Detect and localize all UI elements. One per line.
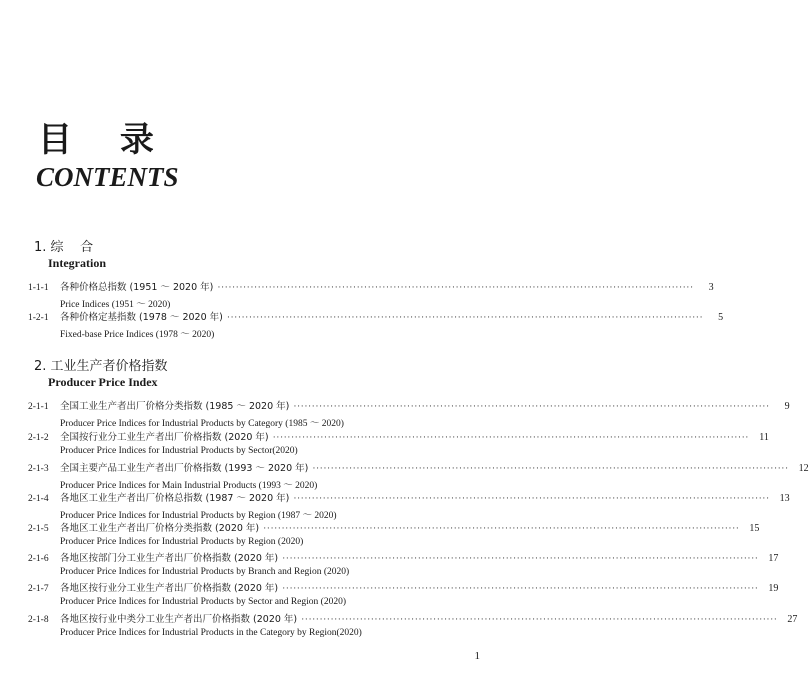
entry-page: 13 [779, 493, 790, 504]
entry-title-cn: 全国主要产品工业生产者出厂价格指数 (1993 ～ 2020 年) [60, 463, 309, 474]
toc-entry[interactable] [28, 520, 760, 547]
section-heading-en: Integration [48, 256, 106, 270]
entry-title-cn: 各种价格定基指数 (1978 ～ 2020 年) [60, 312, 223, 323]
leader-dots: ·································································································································· [282, 554, 759, 564]
leader-dots: ·································································································································· [301, 615, 778, 625]
entry-title-en: Producer Price Indices for Industrial Products in the Category by Region(2020) [60, 628, 362, 638]
entry-page: 15 [749, 523, 760, 534]
entry-code: 2-1-6 [28, 554, 49, 564]
entry-code: 2-1-4 [28, 494, 49, 504]
entry-code: 2-1-8 [28, 615, 49, 625]
entry-title-cn: 各地区工业生产者出厂价格总指数 (1987 ～ 2020 年) [60, 493, 290, 504]
toc-entry[interactable] [28, 429, 769, 456]
contents-title-en: CONTENTS [36, 162, 179, 192]
entry-title-en: Price Indices (1951 ～ 2020) [60, 300, 171, 310]
toc-entry[interactable] [28, 580, 779, 607]
entry-title-cn: 各地区按行业分工业生产者出厂价格指数 (2020 年) [60, 583, 279, 594]
contents-title-cn: 目 录 [38, 120, 172, 160]
entry-page: 19 [768, 583, 779, 594]
entry-title-en: Producer Price Indices for Industrial Products by Category (1985 ～ 2020) [60, 419, 344, 429]
leader-dots: ·································································································································· [293, 402, 770, 412]
leader-dots: ·································································································································· [226, 313, 704, 323]
section-heading-ppi [34, 355, 168, 390]
leader-dots: ·································································································································· [293, 494, 770, 504]
leader-dots: ·································································································································· [272, 433, 749, 443]
entry-code: 2-1-1 [28, 402, 49, 412]
entry-title-cn: 各地区按部门分工业生产者出厂价格指数 (2020 年) [60, 553, 279, 564]
entry-page: 27 [787, 614, 798, 625]
entry-page: 11 [759, 432, 769, 443]
entry-code: 2-1-3 [28, 464, 49, 474]
entry-page: 3 [708, 282, 714, 293]
entry-title-cn: 各地区工业生产者出厂价格分类指数 (2020 年) [60, 523, 260, 534]
toc-entry[interactable] [28, 279, 714, 310]
toc-entry[interactable] [28, 550, 779, 577]
entry-title-en: Producer Price Indices for Industrial Products by Region (1987 ～ 2020) [60, 511, 337, 521]
leader-dots: ·································································································································· [312, 464, 789, 474]
toc-entry[interactable] [28, 490, 790, 521]
entry-page: 9 [784, 401, 790, 412]
section-heading-cn: 1. 综 合 [34, 240, 94, 255]
leader-dots: ·································································································································· [217, 283, 694, 293]
entry-title-cn: 全国按行业分工业生产者出厂价格指数 (2020 年) [60, 432, 269, 443]
section-heading-en: Producer Price Index [48, 375, 158, 389]
section-heading-cn: 2. 工业生产者价格指数 [34, 359, 168, 374]
entry-code: 2-1-7 [28, 584, 49, 594]
toc-entry[interactable] [28, 460, 809, 491]
entry-code: 1-2-1 [28, 313, 49, 323]
entry-code: 2-1-2 [28, 433, 49, 443]
leader-dots: ·································································································································· [263, 524, 740, 534]
entry-title-en: Producer Price Indices for Main Industrial Products (1993 ～ 2020) [60, 481, 318, 491]
entry-page: 5 [718, 312, 724, 323]
entry-title-cn: 各地区按行业中类分工业生产者出厂价格指数 (2020 年) [60, 614, 298, 625]
entry-code: 1-1-1 [28, 283, 49, 293]
toc-entry[interactable] [28, 611, 798, 638]
entry-title-cn: 全国工业生产者出厂价格分类指数 (1985 ～ 2020 年) [60, 401, 290, 412]
page-number: 1 [474, 650, 480, 662]
section-heading-integration [34, 236, 106, 271]
entry-title-en: Producer Price Indices for Industrial Products by Region (2020) [60, 537, 304, 547]
entry-title-en: Producer Price Indices for Industrial Products by Sector(2020) [60, 446, 298, 456]
entry-title-cn: 各种价格总指数 (1951 ～ 2020 年) [60, 282, 214, 293]
toc-entry[interactable] [28, 398, 790, 429]
entry-title-en: Fixed-base Price Indices (1978 ～ 2020) [60, 330, 215, 340]
toc-entry[interactable] [28, 309, 724, 340]
entry-title-en: Producer Price Indices for Industrial Products by Branch and Region (2020) [60, 567, 350, 577]
entry-page: 17 [768, 553, 779, 564]
entry-title-en: Producer Price Indices for Industrial Products by Sector and Region (2020) [60, 597, 346, 607]
entry-page: 12 [798, 463, 809, 474]
leader-dots: ·································································································································· [282, 584, 759, 594]
entry-code: 2-1-5 [28, 524, 49, 534]
